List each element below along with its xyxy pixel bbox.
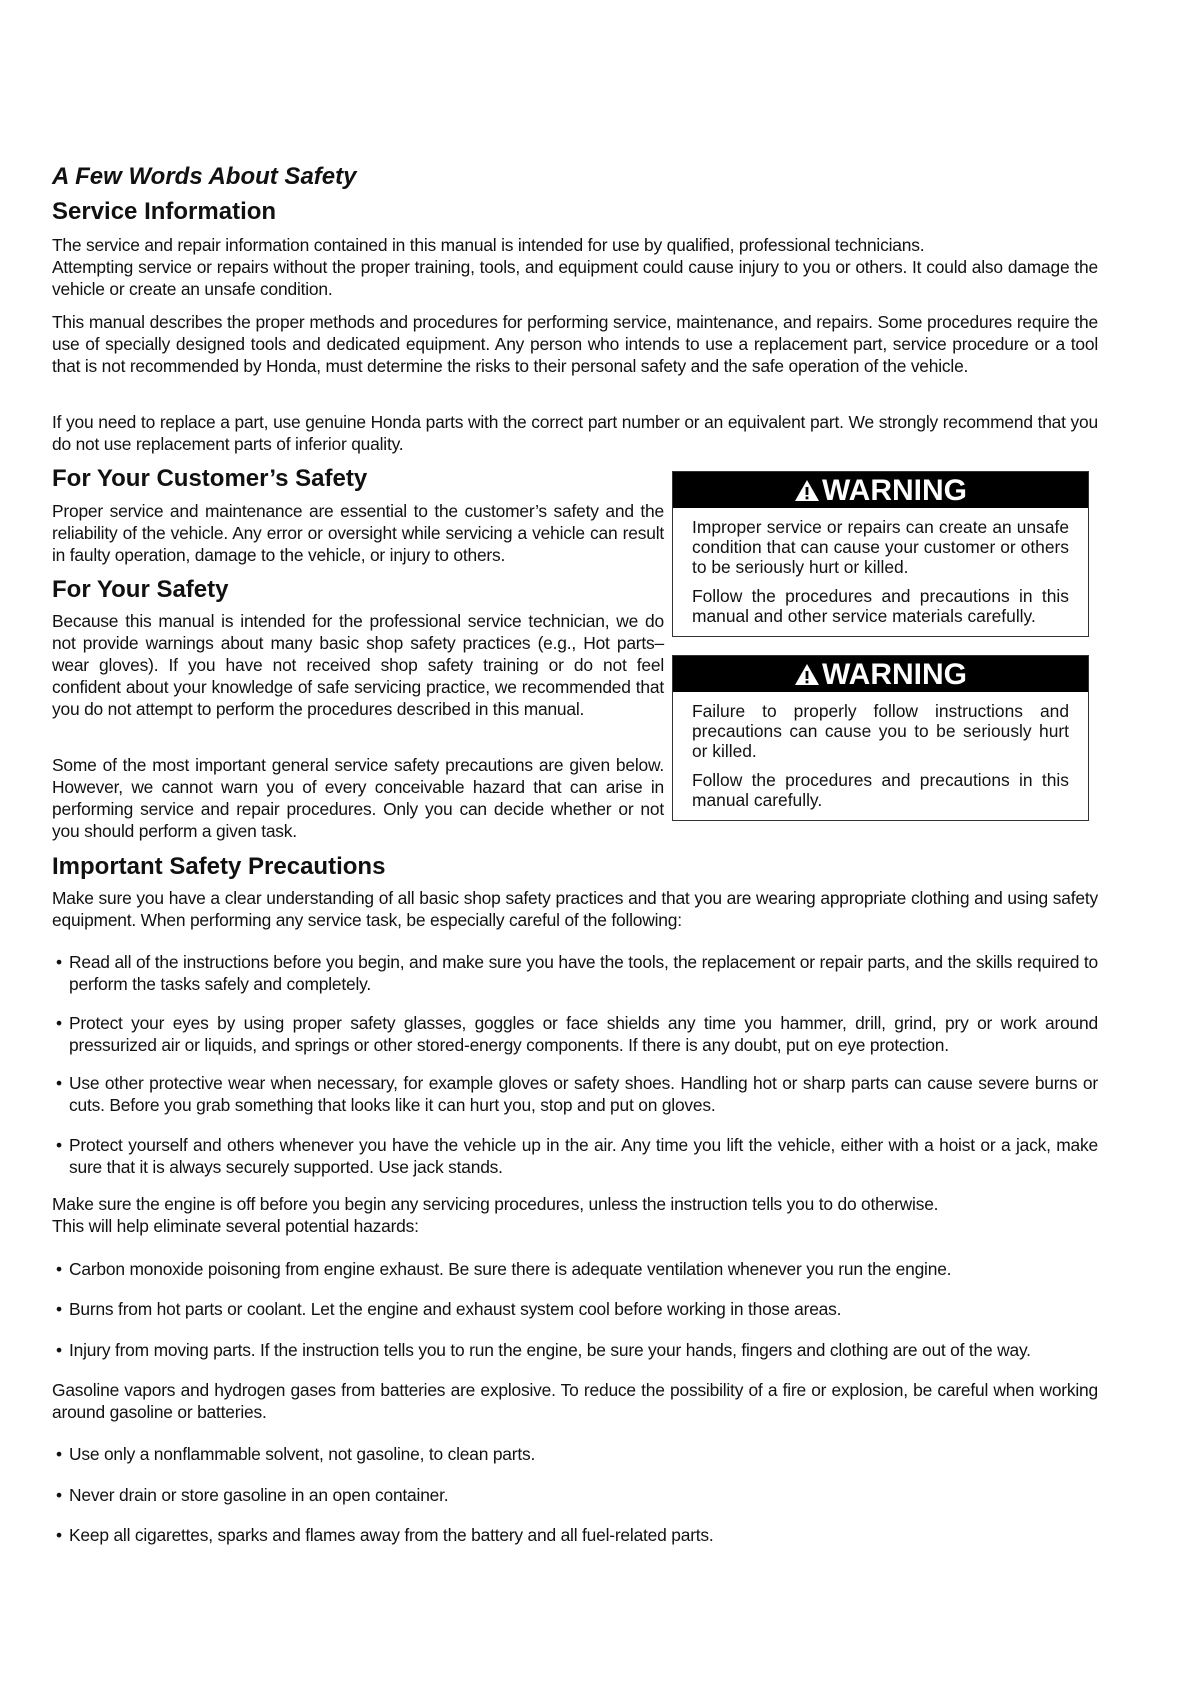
text-line: Attempting service or repairs without the proper training, tools, and equipment could cause injury to you or others. It could also damage the vehicle or create an unsafe condition. xyxy=(52,257,1098,299)
warning-header xyxy=(673,472,1088,508)
bullet-item xyxy=(56,1339,1098,1361)
bullet-item xyxy=(56,1298,1098,1320)
bullet-icon: • xyxy=(56,1340,62,1360)
bullet-icon: • xyxy=(56,1135,62,1155)
warning-text: Follow the procedures and precautions in this manual and other service materials carefully. xyxy=(692,586,1069,626)
page-title: A Few Words About Safety xyxy=(52,163,357,190)
service-info-para-3: If you need to replace a part, use genuine Honda parts with the correct part number or an equivalent part. We strongly recommend that you do not use replacement parts of inferior quality. xyxy=(52,412,1098,454)
warning-text: Improper service or repairs can create an unsafe condition that can cause your customer or others to be seriously hurt or killed. xyxy=(692,517,1069,577)
bullet-text: Carbon monoxide poisoning from engine exhaust. Be sure there is adequate ventilation whenever you run the engine. xyxy=(69,1259,952,1279)
warning-header xyxy=(673,656,1088,692)
warning-box-2 xyxy=(672,655,1089,821)
bullet-text: Burns from hot parts or coolant. Let the engine and exhaust system cool before working in those areas. xyxy=(69,1299,842,1319)
bullet-icon: • xyxy=(56,1525,62,1545)
bullet-text: Keep all cigarettes, sparks and flames away from the battery and all fuel-related parts. xyxy=(69,1525,714,1545)
service-info-para-1 xyxy=(52,234,1098,300)
text-line: The service and repair information contained in this manual is intended for use by qualified, professional technicians. xyxy=(52,235,925,255)
bullet-text: Protect your eyes by using proper safety glasses, goggles or face shields any time you hammer, drill, grind, pry or work around pressurized air or liquids, and springs or other stored-energy components. If there is any doubt, put on eye protection. xyxy=(69,1013,1098,1055)
bullet-icon: • xyxy=(56,1299,62,1319)
bullet-icon: • xyxy=(56,1444,62,1464)
bullet-icon: • xyxy=(56,1485,62,1505)
bullet-text: Read all of the instructions before you begin, and make sure you have the tools, the replacement or repair parts, and the skills required to perform the tasks safely and completely. xyxy=(69,952,1098,994)
bullet-item xyxy=(56,1524,1098,1546)
warning-label: WARNING xyxy=(822,474,967,507)
text-line: This will help eliminate several potential hazards: xyxy=(52,1216,419,1236)
your-safety-para-1: Because this manual is intended for the professional service technician, we do not provide warnings about many basic shop safety practices (e.g., Hot parts–wear gloves). If you have not received shop safety training or do not feel confident about your knowledge of safe servicing practice, we recommended that you do not attempt to perform the procedures described in this manual. xyxy=(52,611,664,719)
gasoline-intro: Gasoline vapors and hydrogen gases from batteries are explosive. To reduce the possibility of a fire or explosion, be careful when working around gasoline or batteries. xyxy=(52,1380,1098,1422)
engine-intro xyxy=(52,1193,1098,1237)
warning-label: WARNING xyxy=(822,658,967,691)
warning-triangle-icon xyxy=(794,479,820,502)
bullet-icon: • xyxy=(56,1073,62,1093)
bullet-item xyxy=(56,1484,1098,1506)
warning-triangle-icon xyxy=(794,663,820,686)
precautions-intro: Make sure you have a clear understanding of all basic shop safety practices and that you are wearing appropriate clothing and using safety equipment. When performing any service task, be especially careful of the following: xyxy=(52,888,1098,930)
text-line: Make sure the engine is off before you begin any servicing procedures, unless the instruction tells you to do otherwise. xyxy=(52,1194,939,1214)
bullet-text: Never drain or store gasoline in an open container. xyxy=(69,1485,449,1505)
bullet-icon: • xyxy=(56,1013,62,1033)
heading-important-precautions: Important Safety Precautions xyxy=(52,853,386,880)
bullet-item xyxy=(56,1012,1098,1056)
bullet-item xyxy=(56,951,1098,995)
warning-box-1 xyxy=(672,471,1089,637)
bullet-icon: • xyxy=(56,952,62,972)
customer-safety-text: Proper service and maintenance are essential to the customer’s safety and the reliability of the vehicle. Any error or oversight while servicing a vehicle can result in faulty operation, damage to the vehicle, or injury to others. xyxy=(52,501,664,565)
heading-service-information: Service Information xyxy=(52,198,277,225)
service-info-para-2: This manual describes the proper methods and procedures for performing service, maintenance, and repairs. Some procedures require the use of specially designed tools and dedicated equipment. Any person who intends to use a replacement part, service procedure or a tool that is not recommended by Honda, must determine the risks to their personal safety and the safe operation of the vehicle. xyxy=(52,312,1098,376)
bullet-text: Use other protective wear when necessary, for example gloves or safety shoes. Handling hot or sharp parts can cause severe burns or cuts. Before you grab something that looks like it can hurt you, stop and put on gloves. xyxy=(69,1073,1098,1115)
bullet-text: Use only a nonflammable solvent, not gasoline, to clean parts. xyxy=(69,1444,536,1464)
your-safety-para-2: Some of the most important general service safety precautions are given below. However, we cannot warn you of every conceivable hazard that can arise in performing service and repair procedures. Only you can decide whether or not you should perform a given task. xyxy=(52,755,664,841)
bullet-item xyxy=(56,1134,1098,1178)
bullet-item xyxy=(56,1072,1098,1116)
bullet-text: Protect yourself and others whenever you have the vehicle up in the air. Any time you lift the vehicle, either with a hoist or a jack, make sure that it is always securely supported. Use jack stands. xyxy=(69,1135,1098,1177)
heading-customer-safety: For Your Customer’s Safety xyxy=(52,465,368,492)
bullet-text: Injury from moving parts. If the instruction tells you to run the engine, be sure your hands, fingers and clothing are out of the way. xyxy=(69,1340,1031,1360)
warning-text: Failure to properly follow instructions and precautions can cause you to be seriously hurt or killed. xyxy=(692,701,1069,761)
bullet-icon: • xyxy=(56,1259,62,1279)
bullet-item xyxy=(56,1443,1098,1465)
bullet-item xyxy=(56,1258,1098,1280)
heading-your-safety: For Your Safety xyxy=(52,576,229,603)
warning-text: Follow the procedures and precautions in this manual carefully. xyxy=(692,770,1069,810)
